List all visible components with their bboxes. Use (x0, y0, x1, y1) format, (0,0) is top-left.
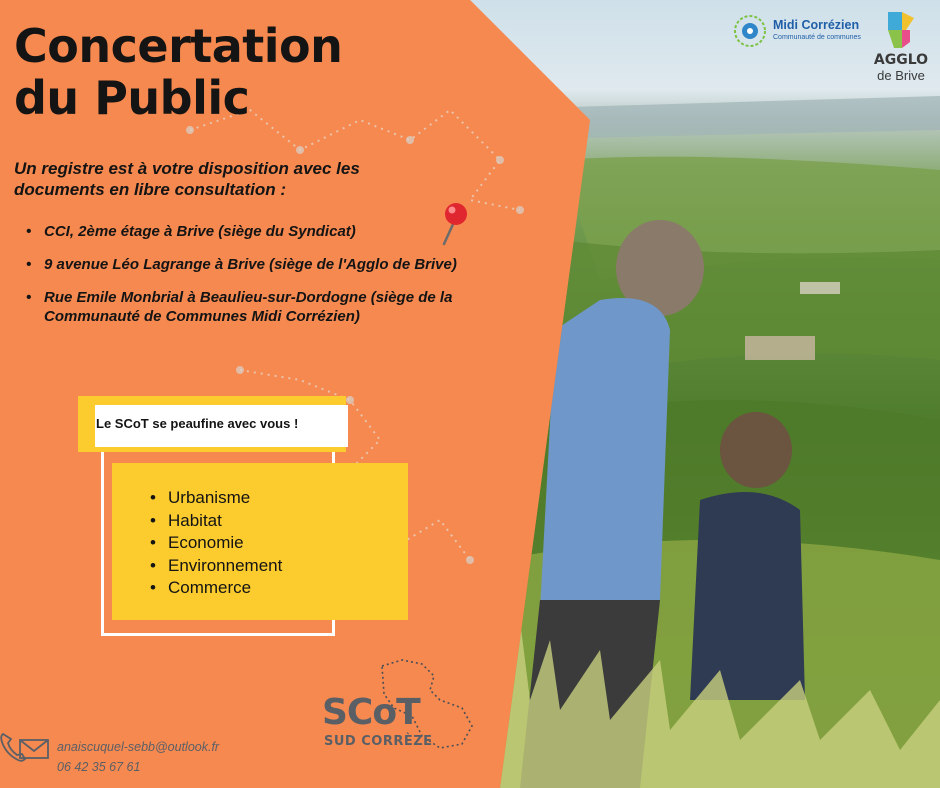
list-item: • 9 avenue Léo Lagrange à Brive (siège de l'Agglo de Brive) (26, 255, 496, 274)
sun-emblem-icon (733, 14, 769, 48)
midi-subtitle: Communauté de communes (773, 34, 861, 41)
contact-phone[interactable]: 06 42 35 67 61 (57, 760, 141, 774)
intro-text: Un registre est à votre disposition avec les documents en libre consultation : (14, 159, 360, 199)
list-item: • Rue Emile Monbrial à Beaulieu-sur-Dordogne (siège de la Communauté de Communes Midi Corrézien) (26, 288, 496, 326)
midi-name: Midi Corrézien (773, 18, 860, 32)
phone-icon (1, 734, 25, 761)
contact-icons (0, 730, 52, 764)
map-pin-icon (436, 200, 472, 248)
callout-label (95, 405, 348, 447)
list-item: • Habitat (150, 510, 282, 533)
title-line-2: du Public (14, 71, 250, 125)
scot-subtitle: SUD CORRÈZE (324, 734, 433, 749)
scot-wordmark: SCoT (322, 692, 420, 733)
topics-list (150, 487, 282, 600)
agglo-emblem-icon (872, 8, 930, 52)
mail-icon (20, 740, 48, 758)
scot-logo (322, 656, 482, 752)
midi-correzien-logo (733, 14, 861, 48)
agglo-brive-logo (872, 8, 930, 92)
title-line-1: Concertation (14, 19, 343, 73)
page-title (14, 20, 434, 124)
agglo-name: AGGLO (873, 52, 929, 68)
list-item: • Economie (150, 532, 282, 555)
places-list (26, 222, 496, 340)
callout-text: Le SCoT se peaufine avec vous ! (96, 416, 299, 431)
list-item: • Urbanisme (150, 487, 282, 510)
list-item: • Environnement (150, 555, 282, 578)
list-item: • CCI, 2ème étage à Brive (siège du Syndicat) (26, 222, 496, 241)
list-item: • Commerce (150, 577, 282, 600)
contact-email[interactable]: anaiscuquel-sebb@outlook.fr (57, 740, 220, 754)
agglo-subtitle: de Brive (877, 68, 925, 83)
